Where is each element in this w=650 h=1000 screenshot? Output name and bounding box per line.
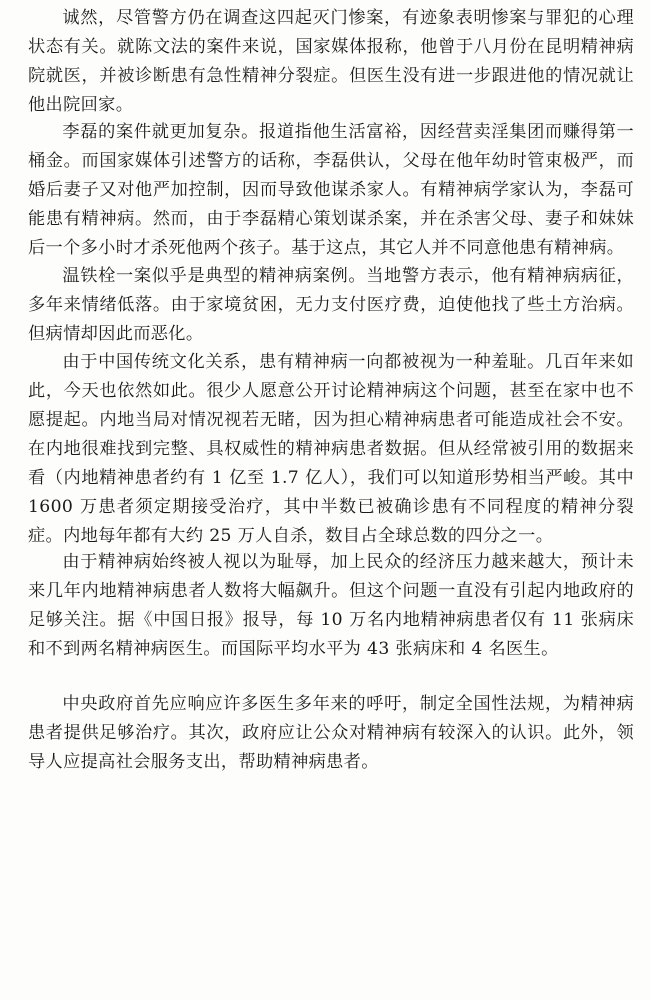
paragraph-patient-numbers: 由于精神病始终被人视以为耻辱，加上民众的经济压力越来越大，预计未来几年内地精神病患者人数将大幅飙升。但这个问题一直没有引起内地政府的足够关注。据《中国日报》报导，每 10 万名内地精神病患者仅有 11 张病床和不到两名精神病医生。而国际平均水平为 43 张病床和 4 名医生。 <box>28 552 634 659</box>
paragraph-mental-illness-stigma: 由于中国传统文化关系，患有精神病一向都被视为一种羞耻。几百年来如此，今天也依然如此。很少人愿意公开讨论精神病这个问题，甚至在家中也不愿提起。内地当局对情况视若无睹，因为担心精神病患者可能造成社会不安。在内地很难找到完整、具权威性的精神病患者数据。但从经常被引用的数据来看（内地精神患者约有 1 亿至 1.7 亿人），我们可以知道形势相当严峻。其中 1600 万患者须定期接受治疗，其中半数已被确诊患有不同程度的精神分裂症。内地每年都有大约 25 万人自杀，数目占全球总数的四分之一。 <box>28 352 634 546</box>
paragraph-wen-tieshuan-case: 温铁栓一案似乎是典型的精神病案例。当地警方表示，他有精神病病征，多年来情绪低落。由于家境贫困，无力支付医疗费，迫使他找了些土方治病。但病情却因此而恶化。 <box>28 266 634 344</box>
paragraph-li-lei-case: 李磊的案件就更加复杂。报道指他生活富裕，因经营卖淫集团而赚得第一桶金。而国家媒体引述警方的话称，李磊供认，父母在他年幼时管束极严，而婚后妻子又对他严加控制，因而导致他谋杀家人。有精神病学家认为，李磊可能患有精神病。然而，由于李磊精心策划谋杀案，并在杀害父母、妻子和妹妹后一个多小时才杀死他两个孩子。基于这点，其它人并不同意他患有精神病。 <box>28 122 634 258</box>
paragraph-chen-wenfa-case: 诚然，尽管警方仍在调查这四起灭门惨案，有迹象表明惨案与罪犯的心理状态有关。就陈文法的案件来说，国家媒体报称，他曾于八月份在昆明精神病院就医，并被诊断患有急性精神分裂症。但医生没有进一步跟进他的情况就让他出院回家。 <box>28 8 634 115</box>
paragraph-recommendations: 中央政府首先应响应许多医生多年来的呼吁，制定全国性法规，为精神病患者提供足够治疗。其次，政府应让公众对精神病有较深入的认识。此外，领导人应提高社会服务支出，帮助精神病患者。 <box>28 694 634 772</box>
